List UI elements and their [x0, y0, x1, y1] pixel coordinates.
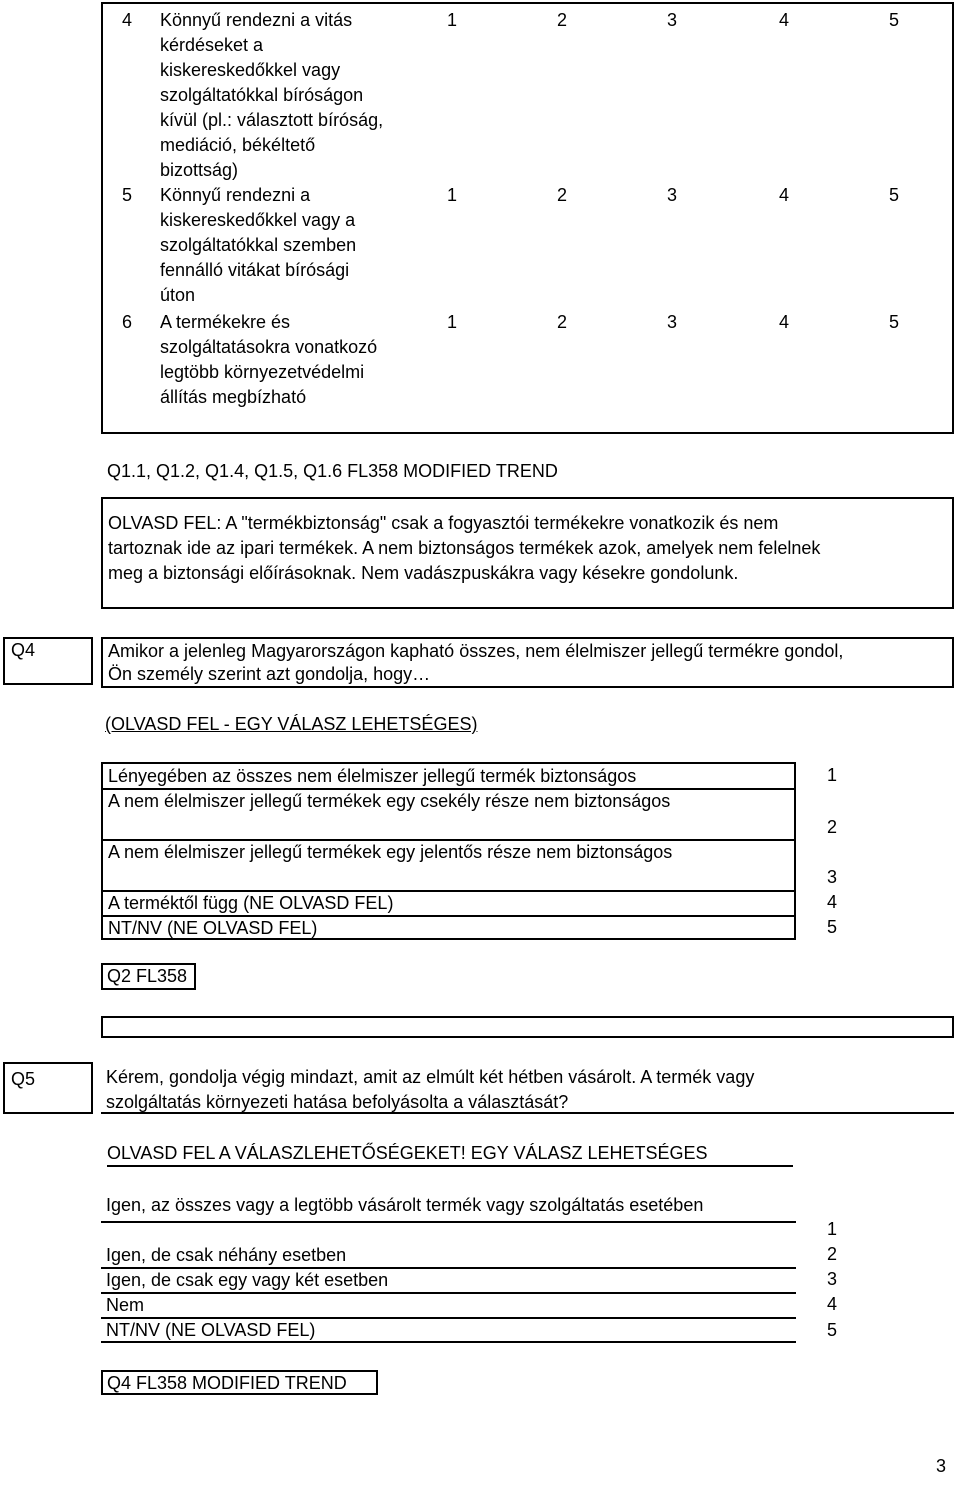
question-line: Kérem, gondolja végig mindazt, amit az elmúlt két hétben vásárolt. A termék vagy: [106, 1067, 755, 1087]
question-label: Q4: [3, 637, 93, 685]
scale-value[interactable]: 5: [888, 185, 899, 205]
statement-line: úton: [160, 285, 196, 305]
note-line: OLVASD FEL: A "termékbiztonság" csak a fogyasztói termékekre vonatkozik és nem: [108, 513, 779, 533]
answer-code: 4: [826, 1294, 837, 1314]
answer-option[interactable]: Lényegében az összes nem élelmiszer jellegű termék biztonságos: [108, 766, 637, 786]
answer-code: 1: [826, 765, 837, 785]
answer-option[interactable]: NT/NV (NE OLVASD FEL): [108, 918, 318, 938]
answer-code: 3: [826, 867, 837, 887]
statement-line: mediáció, békéltető: [160, 135, 316, 155]
scale-value[interactable]: 3: [666, 10, 677, 30]
answer-option[interactable]: Nem: [106, 1295, 145, 1315]
instruction: OLVASD FEL A VÁLASZLEHETŐSÉGEKET! EGY VÁLASZ LEHETSÉGES: [107, 1142, 793, 1167]
question-label: Q5: [3, 1062, 93, 1114]
answer-code: 4: [826, 892, 837, 912]
question-line: Ön személy szerint azt gondolja, hogy…: [108, 664, 431, 684]
answer-options: [101, 762, 796, 940]
answer-option[interactable]: Igen, az összes vagy a legtöbb vásárolt termék vagy szolgáltatás esetében: [106, 1195, 704, 1215]
answer-code: 1: [826, 1219, 837, 1239]
answer-code: 5: [826, 917, 837, 937]
scale-value[interactable]: 1: [446, 312, 457, 332]
statement-line: Könnyű rendezni a vitás: [160, 10, 353, 30]
statement-line: szolgáltatókkal szemben: [160, 235, 357, 255]
trend-note: Q1.1, Q1.2, Q1.4, Q1.5, Q1.6 FL358 MODIFIED TREND: [107, 461, 558, 481]
statement-number: 5: [122, 185, 133, 205]
answer-code: 2: [826, 817, 837, 837]
statement-number: 6: [122, 312, 133, 332]
question-line: szolgáltatás környezeti hatása befolyásolta a választását?: [106, 1092, 569, 1112]
scale-value[interactable]: 5: [888, 312, 899, 332]
scale-value[interactable]: 2: [556, 185, 567, 205]
statement-text: [160, 183, 420, 308]
statement-line: kérdéseket a: [160, 35, 264, 55]
trend-note: Q4 FL358 MODIFIED TREND: [101, 1370, 378, 1395]
answer-code: 3: [826, 1269, 837, 1289]
scale-value[interactable]: 3: [666, 312, 677, 332]
statement-line: Könnyű rendezni a: [160, 185, 311, 205]
scale-value[interactable]: 1: [446, 185, 457, 205]
statement-line: állítás megbízható: [160, 387, 307, 407]
answer-code: 2: [826, 1244, 837, 1264]
scale-value[interactable]: 4: [778, 10, 789, 30]
empty-field: [101, 1016, 954, 1038]
answer-option[interactable]: Igen, de csak néhány esetben: [106, 1245, 347, 1265]
scale-value[interactable]: 4: [778, 185, 789, 205]
scale-value[interactable]: 2: [556, 312, 567, 332]
statement-number: 4: [122, 10, 133, 30]
statement-text: [160, 310, 420, 410]
answer-option[interactable]: A nem élelmiszer jellegű termékek egy csekély része nem biztonságos: [108, 791, 671, 811]
question-text: [101, 637, 954, 688]
statement-line: fennálló vitákat bírósági: [160, 260, 350, 280]
statement-table: [101, 2, 954, 434]
statement-line: kiskereskedőkkel vagy: [160, 60, 341, 80]
statement-text: [160, 8, 420, 183]
question-text: [101, 1062, 954, 1114]
note-line: meg a biztonsági előírásoknak. Nem vadászpuskákra vagy késekre gondolunk.: [108, 563, 739, 583]
answer-option[interactable]: NT/NV (NE OLVASD FEL): [106, 1320, 316, 1340]
statement-line: szolgáltatókkal bíróságon: [160, 85, 364, 105]
statement-line: legtöbb környezetvédelmi: [160, 362, 365, 382]
answer-option[interactable]: A terméktől függ (NE OLVASD FEL): [108, 893, 394, 913]
answer-code: 5: [826, 1320, 837, 1340]
scale-value[interactable]: 1: [446, 10, 457, 30]
statement-line: kiskereskedőkkel vagy a: [160, 210, 356, 230]
statement-line: szolgáltatásokra vonatkozó: [160, 337, 378, 357]
statement-line: bizottság): [160, 160, 239, 180]
instruction: (OLVASD FEL - EGY VÁLASZ LEHETSÉGES): [105, 714, 478, 734]
answer-options: [101, 1191, 796, 1343]
scale-value[interactable]: 5: [888, 10, 899, 30]
question-line: Amikor a jelenleg Magyarországon kapható összes, nem élelmiszer jellegű termékre gondol,: [108, 641, 844, 661]
scale-value[interactable]: 4: [778, 312, 789, 332]
page-number: 3: [935, 1456, 946, 1476]
read-out-note: [101, 497, 954, 609]
answer-option[interactable]: Igen, de csak egy vagy két esetben: [106, 1270, 389, 1290]
answer-option[interactable]: A nem élelmiszer jellegű termékek egy jelentős része nem biztonságos: [108, 842, 673, 862]
scale-value[interactable]: 2: [556, 10, 567, 30]
note-line: tartoznak ide az ipari termékek. A nem biztonságos termékek azok, amelyek nem felelnek: [108, 538, 821, 558]
statement-line: A termékekre és: [160, 312, 291, 332]
statement-line: kívül (pl.: választott bíróság,: [160, 110, 384, 130]
trend-note: Q2 FL358: [101, 963, 196, 990]
scale-value[interactable]: 3: [666, 185, 677, 205]
